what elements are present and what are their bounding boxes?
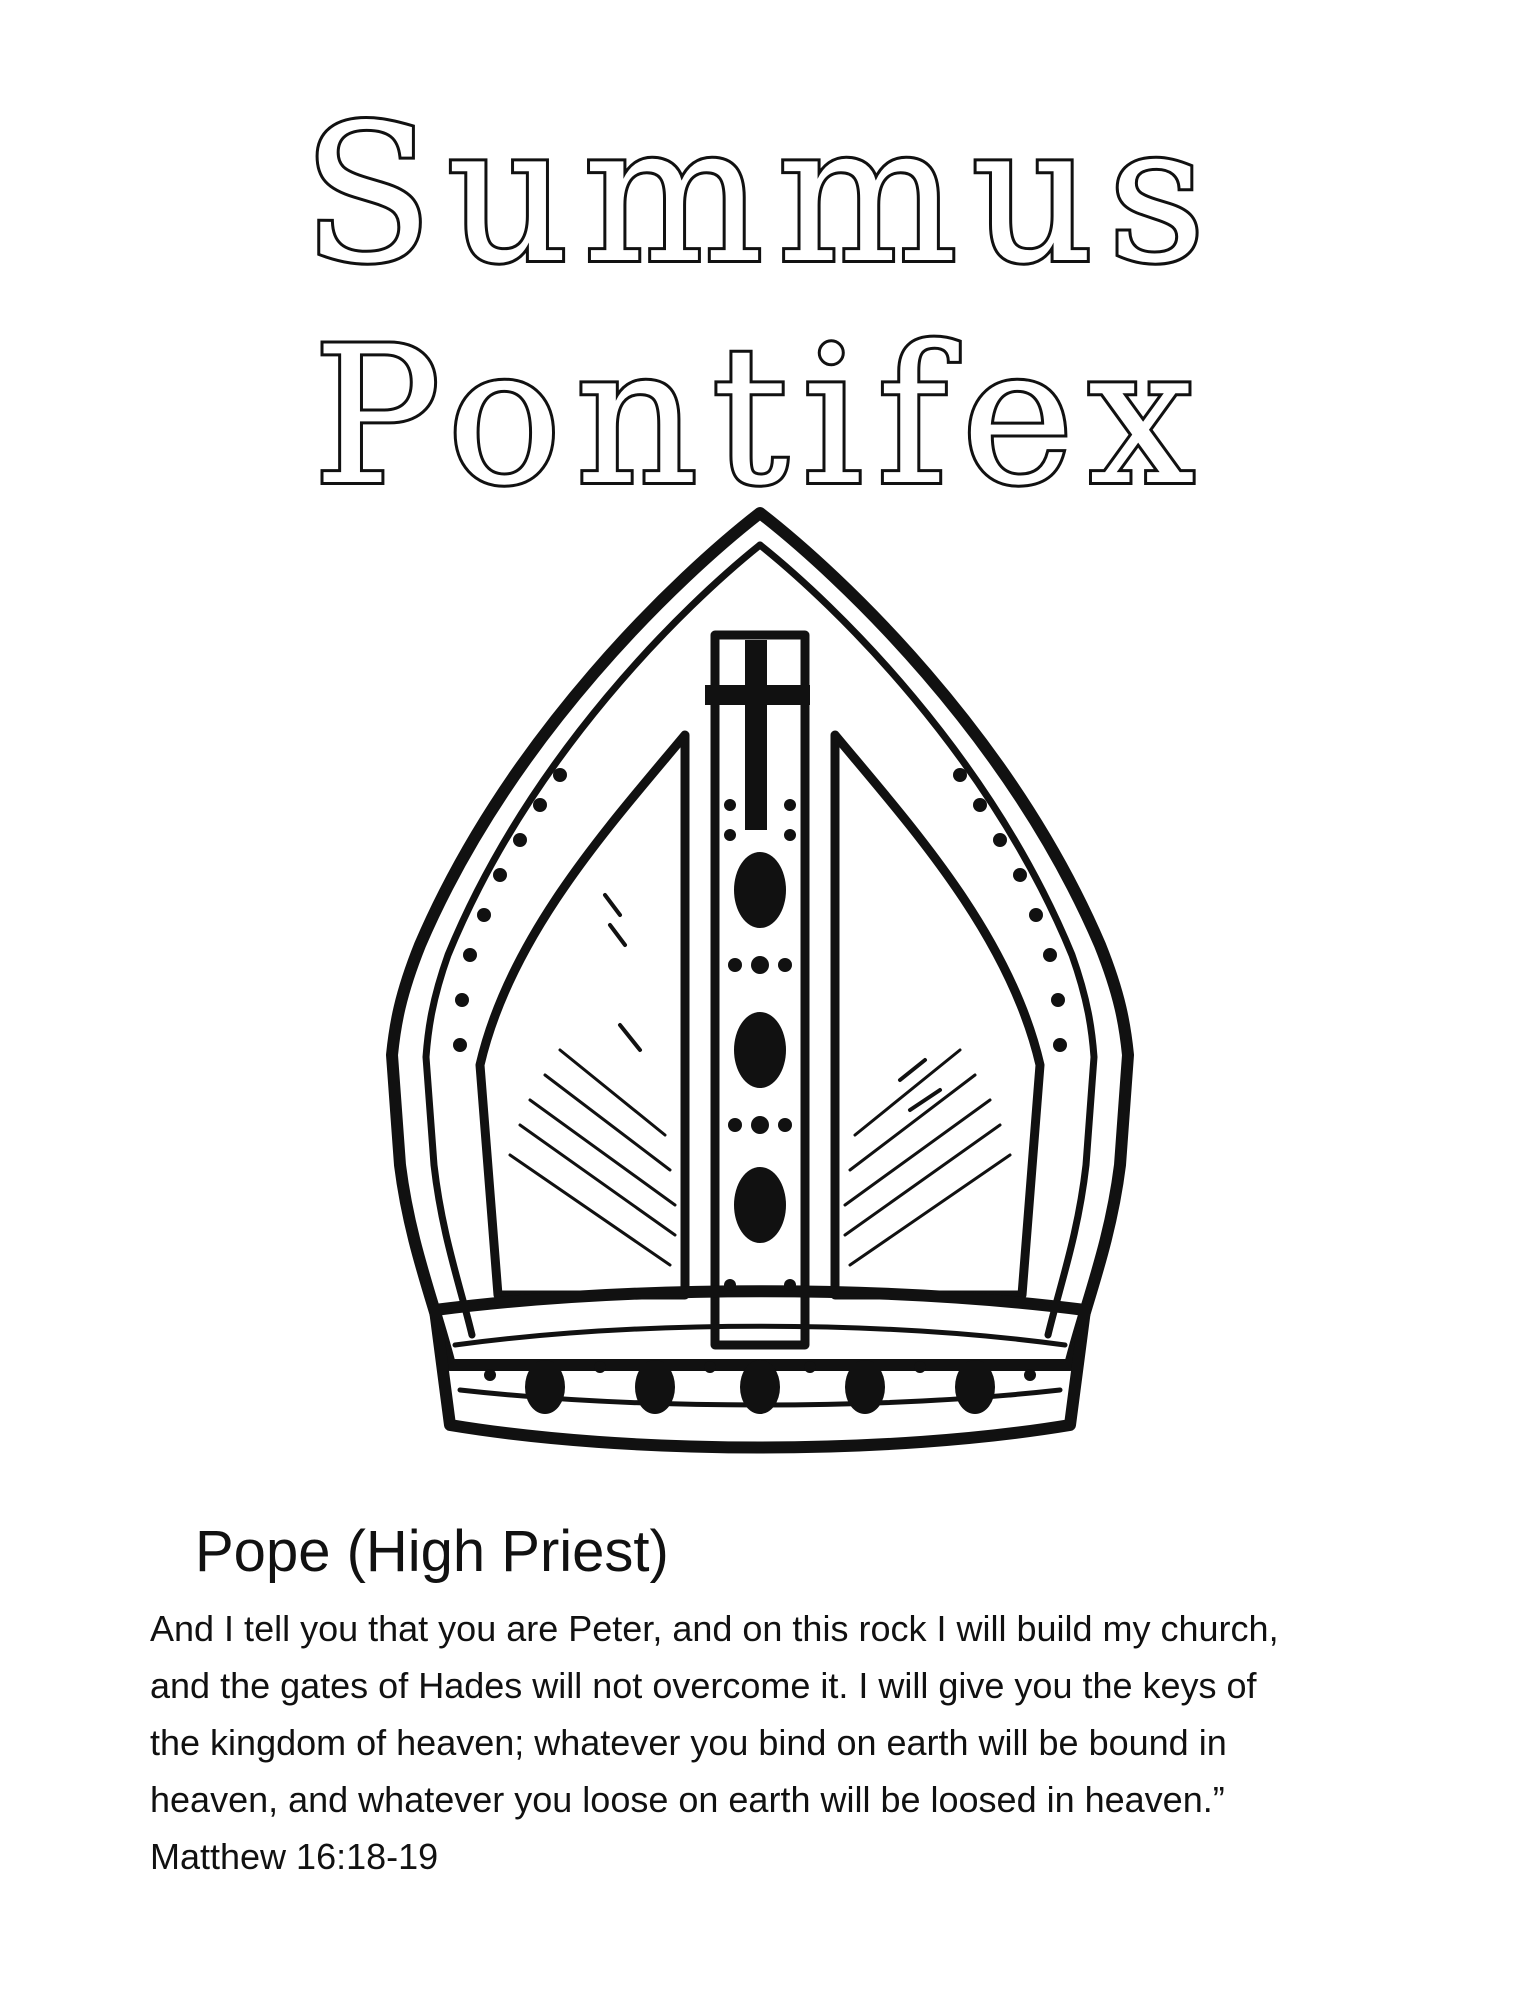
quote-line-4: heaven, and whatever you loose on earth will be loosed in heaven.” xyxy=(150,1779,1225,1820)
quote-line-3: the kingdom of heaven; whatever you bind on earth will be bound in xyxy=(150,1722,1227,1763)
section-heading: Pope (High Priest) xyxy=(195,1519,669,1584)
quote-citation: Matthew 16:18-19 xyxy=(150,1836,439,1877)
page-title-line-1: Summus xyxy=(302,84,1220,305)
mitre-with-cross-icon xyxy=(380,505,1140,1470)
page-title-line-2: Pontifex xyxy=(313,306,1209,527)
quote-line-2: and the gates of Hades will not overcome it. I will give you the keys of xyxy=(150,1665,1257,1706)
scripture-quote xyxy=(150,1600,1400,1885)
quote-line-1: And I tell you that you are Peter, and on this rock I will build my church, xyxy=(150,1608,1279,1649)
